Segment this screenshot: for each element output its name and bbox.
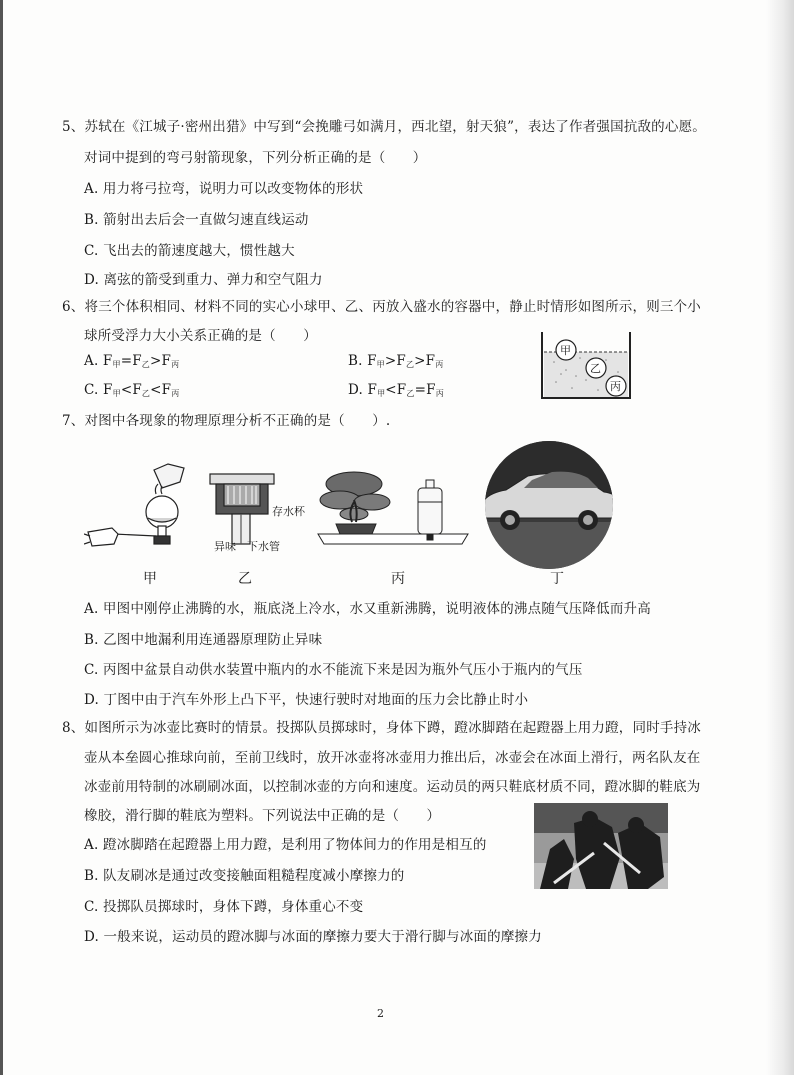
q8-stem-line4: 橡胶，滑行脚的鞋底为塑料。下列说法中正确的是（ ） [84, 808, 441, 824]
fig-label-ding: 丁 [550, 571, 564, 587]
q6-container-figure [536, 330, 636, 402]
fig-jia-flask [84, 462, 204, 562]
scan-edge-left [0, 0, 3, 1075]
q6-option-c: C. $F_甲<F_乙<F_丙$ [84, 382, 180, 398]
q6-stem-line1: 6、将三个体积相同、材料不同的实心小球甲、乙、丙放入盛水的容器中，静止时情形如图所示，则三个小 [62, 299, 701, 315]
q6-option-b: B. $F_甲>F_乙>F_丙$ [348, 353, 444, 369]
q6-option-d: D. $F_甲<F_乙=F_丙$ [348, 382, 444, 398]
q8-option-d: D. 一般来说，运动员的蹬冰脚与冰面的摩擦力要大于滑行脚与冰面的摩擦力 [84, 929, 542, 945]
q7-option-b: B. 乙图中地漏利用连通器原理防止异味 [84, 632, 323, 648]
q8-stem-line3: 冰壶前用特制的冰刷刷冰面，以控制冰壶的方向和速度。运动员的两只鞋底材质不同，蹬冰脚的鞋底为 [84, 779, 701, 795]
q6-stem-line2: 球所受浮力大小关系正确的是（ ） [84, 328, 317, 344]
label-odor: 异味 [214, 540, 236, 553]
q7-option-d: D. 丁图中由于汽车外形上凸下平，快速行驶时对地面的压力会比静止时小 [84, 692, 529, 708]
label-water-cup: 存水杯 [272, 505, 305, 518]
ball-label-bing: 丙 [610, 380, 621, 393]
q8-stem-line1: 8、如图所示为冰壶比赛时的情景。投掷队员掷球时，身体下蹲，蹬冰脚踏在起蹬器上用力蹬，同时手持冰 [62, 720, 701, 736]
q6-option-a: A. $F_甲=F_乙>F_丙$ [84, 353, 180, 369]
q5-stem-line1: 5、苏轼在《江城子·密州出猎》中写到“会挽雕弓如满月，西北望，射天狼”，表达了作者强国抗敌的心愿。 [62, 119, 706, 135]
q8-stem-line2: 壶从本垒圆心推球向前，至前卫线时，放开冰壶将冰壶用力推出后，冰壶会在冰面上滑行，两名队友在 [84, 750, 701, 766]
fig-label-yi: 乙 [238, 571, 252, 587]
q7-stem: 7、对图中各现象的物理原理分析不正确的是（ ）. [62, 413, 391, 429]
q7-option-a: A. 甲图中刚停止沸腾的水，瓶底浇上冷水，水又重新沸腾，说明液体的沸点随气压降低而升高 [84, 601, 651, 617]
q8-option-b: B. 队友刷冰是通过改变接触面粗糙程度减小摩擦力的 [84, 868, 405, 884]
ball-label-jia: 甲 [560, 344, 571, 357]
q5-option-d: D. 离弦的箭受到重力、弹力和空气阻力 [84, 272, 323, 288]
fig-bing-bonsai [314, 462, 474, 558]
fig-label-bing: 丙 [391, 571, 405, 587]
fig-ding-car [476, 440, 622, 570]
q5-option-b: B. 箭射出去后会一直做匀速直线运动 [84, 212, 309, 228]
q5-option-a: A. 用力将弓拉弯，说明力可以改变物体的形状 [84, 181, 364, 197]
q7-option-c: C. 丙图中盆景自动供水装置中瓶内的水不能流下来是因为瓶外气压小于瓶内的气压 [84, 662, 583, 678]
page-number: 2 [377, 1007, 384, 1020]
scan-edge-right [766, 0, 794, 1075]
label-drain-pipe: 下水管 [247, 540, 280, 553]
fig-curling-photo [534, 803, 668, 889]
q8-option-c: C. 投掷队员掷球时，身体下蹲，身体重心不变 [84, 899, 364, 915]
fig-label-jia: 甲 [143, 571, 157, 587]
ball-label-yi: 乙 [590, 362, 601, 375]
q5-stem-line2: 对词中提到的弯弓射箭现象，下列分析正确的是（ ） [84, 150, 427, 166]
q8-option-a: A. 蹬冰脚踏在起蹬器上用力蹬，是利用了物体间力的作用是相互的 [84, 837, 487, 853]
q5-option-c: C. 飞出去的箭速度越大，惯性越大 [84, 243, 295, 259]
